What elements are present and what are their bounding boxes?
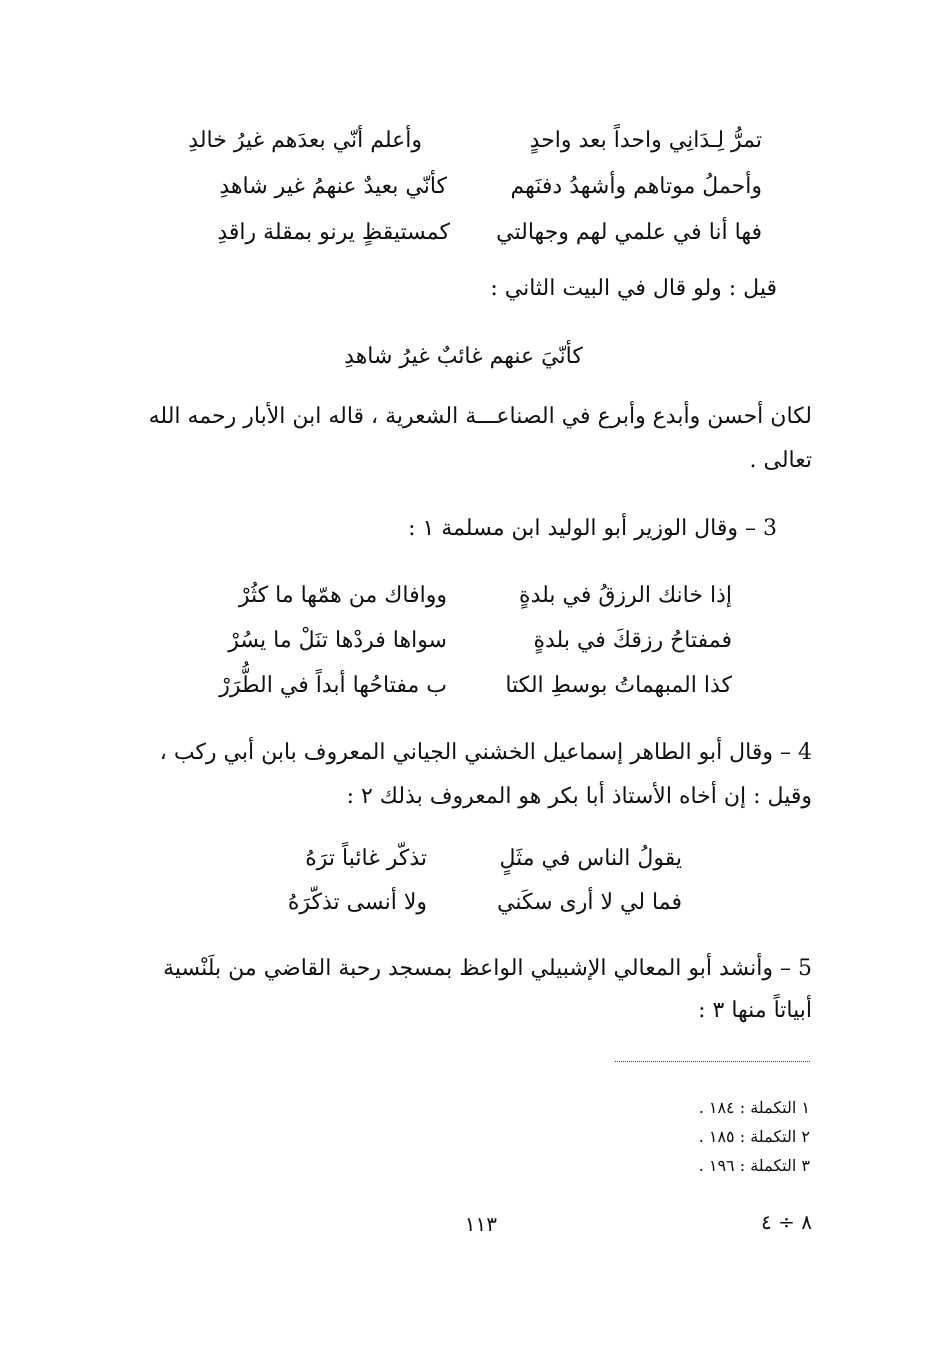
poem2-verse2-first: فمفتاحُ رزقكَ في بلدةٍ [533, 628, 732, 653]
entry-4-line-2: وقيل : إن أخاه الأستاذ أبا بكر هو المعروف بذلك ٢ : [346, 784, 812, 809]
poem3-verse2-second: ولا أنسى تذكّرَهُ [287, 890, 427, 915]
poem1-verse2-second: كأنّي بعيدٌ عنهمُ غير شاهدِ [219, 174, 447, 199]
poem1-verse1-first: تمرُّ لِـدَانِي واحداً بعد واحدٍ [529, 128, 762, 153]
poem2-verse3-first: كذا المبهماتُ بوسطِ الكتا [505, 673, 732, 698]
footnote-separator [615, 1061, 810, 1062]
poem2-verse2-second: سواها فردْها تنَلْ ما يسُرْ [228, 628, 447, 653]
entry-3-heading: 3 – وقال الوزير أبو الوليد ابن مسلمة ١ : [408, 516, 777, 541]
poem1-verse2-first: وأحملُ موتاهم وأشهدُ دفنَهم [510, 174, 762, 199]
poem1-verse3-first: فها أنا في علمي لهم وجهالتي [496, 220, 762, 245]
footnote-1: ١ التكملة : ١٨٤ . [698, 1098, 810, 1117]
signature-mark: ٨ ÷ ٤ [761, 1210, 812, 1234]
entry-5-line-2: أبياتاً منها ٣ : [698, 998, 812, 1023]
entry-5-line-1: 5 – وأنشد أبو المعالي الإشبيلي الواعظ بمسجد رحبة القاضي من بلَنْسية [163, 956, 812, 981]
remark: قيل : ولو قال في البيت الثاني : [490, 276, 777, 301]
poem2-verse3-second: ب مفتاحُها أبداً في الطُّرَرْ [219, 673, 447, 698]
poem3-verse1-second: تذكّر غائباً ترَهُ [305, 846, 427, 871]
poem3-verse2-first: فما لي لا أرى سكَني [496, 890, 682, 915]
footnote-2: ٢ التكملة : ١٨٥ . [698, 1127, 810, 1146]
alternative-hemistich: كأنّيَ عنهم غائبٌ غيرُ شاهدِ [344, 344, 583, 369]
entry-4-line-1: 4 – وقال أبو الطاهر إسماعيل الخشني الجياني المعروف بابن أبي ركب ، [159, 740, 812, 765]
poem2-verse1-second: ووافاك من همّها ما كثُرْ [238, 583, 447, 608]
poem1-verse1-second: وأعلم أنّي بعدَهم غيرُ خالدِ [188, 128, 422, 153]
comment-line-2: تعالى . [749, 448, 812, 473]
footnote-3: ٣ التكملة : ١٩٦ . [698, 1156, 810, 1175]
poem2-verse1-first: إذا خانك الرزقُ في بلدةٍ [519, 583, 732, 608]
comment-line-1: لكان أحسن وأبدع وأبرع في الصناعـــة الشعرية ، قاله ابن الأبار رحمه الله [148, 404, 812, 429]
poem3-verse1-first: يقولُ الناس في مثَلٍ [499, 846, 682, 871]
poem1-verse3-second: كمستيقظٍ يرنو بمقلة راقدِ [217, 220, 450, 245]
page-number: ١١٣ [464, 1212, 497, 1236]
